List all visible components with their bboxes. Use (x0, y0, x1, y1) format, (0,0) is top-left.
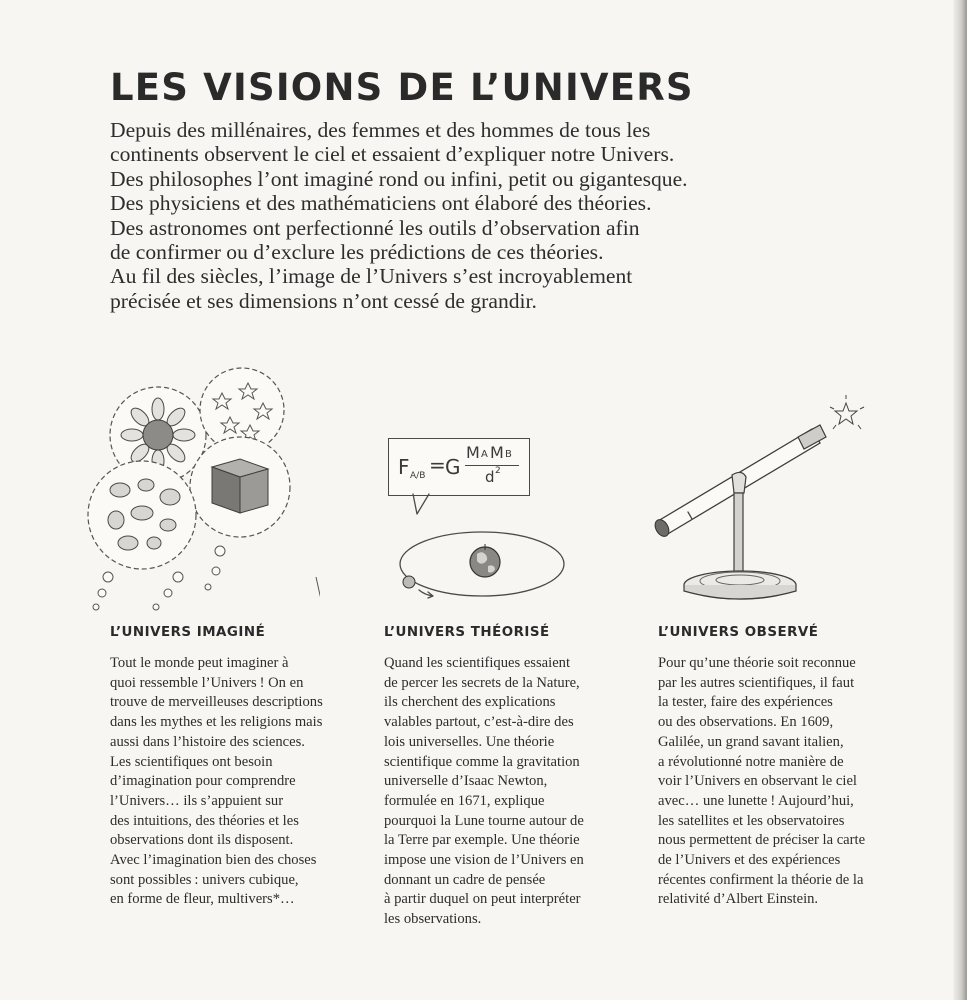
column-line: impose une vision de l’Univers en (384, 852, 584, 869)
column-line: la Terre par exemple. Une théorie (384, 832, 580, 849)
column-line: donnant un cadre de pensée (384, 871, 546, 888)
intro-line: de confirmer ou d’exclure les prédictions de ces théories. (110, 240, 604, 265)
column-line: formulée en 1671, explique (384, 792, 545, 809)
intro-line: Depuis des millénaires, des femmes et des hommes de tous les (110, 118, 651, 142)
intro-line: Des astronomes ont perfectionné les outils d’observation afin (110, 215, 640, 240)
column-line: les satellites et les observatoires (658, 812, 845, 829)
star-icon (830, 395, 864, 429)
column-line: Galilée, un grand savant italien, (658, 733, 844, 750)
column-line: voir l’Univers en observant le ciel (658, 773, 857, 790)
multiverse-bubble-icon (88, 461, 196, 569)
column-line: Tout le monde peut imaginer à (110, 655, 289, 671)
formula-lhs-subscript: A/B (410, 471, 426, 481)
column-observed-title: L’UNIVERS OBSERVÉ (658, 625, 819, 640)
formula-constant: G (445, 455, 461, 479)
column-line: universelle d’Isaac Newton, (384, 773, 548, 790)
column-line: récentes confirment la théorie de la (658, 871, 864, 888)
column-line: les observations. (384, 911, 482, 928)
column-line: Pour qu’une théorie soit reconnue (658, 655, 856, 671)
formula-denominator: d (485, 468, 495, 486)
formula-denominator-exponent: 2 (495, 466, 501, 476)
column-line: aussi dans l’histoire des sciences. (110, 733, 305, 750)
column-line: ou des observations. En 1609, (658, 714, 834, 731)
column-line: valables partout, c’est-à-dire des (384, 714, 574, 731)
column-line: a révolutionné notre manière de (658, 753, 844, 770)
column-line: avec… une lunette ! Aujourd’hui, (658, 792, 854, 809)
formula-numerator-b-sub: B (505, 449, 512, 460)
page-edge-shadow (953, 0, 967, 1000)
column-line: nous permettent de préciser la carte (658, 832, 866, 849)
column-line: dans les mythes et les religions mais (110, 714, 323, 731)
formula-numerator-a-sub: A (481, 449, 488, 460)
column-line: Avec l’imagination bien des choses (110, 852, 317, 869)
intro-line: Au fil des siècles, l’image de l’Univers s’est incroyablement (110, 264, 633, 289)
formula-numerator-b: M (490, 443, 504, 462)
column-line: à partir duquel on peut interpréter (384, 891, 581, 908)
column-line: pourquoi la Lune tourne autour de (384, 812, 584, 829)
column-line: de l’Univers et des expériences (658, 852, 841, 869)
column-line: trouve de merveilleuses descriptions (110, 694, 323, 711)
column-line: ils cherchent des explications (384, 694, 556, 711)
column-line: d’imagination pour comprendre (110, 773, 296, 790)
column-line: sont possibles : univers cubique, (110, 871, 299, 888)
intro-line: précisée et ses dimensions n’ont cessé de grandir. (110, 288, 537, 313)
cube-bubble-icon (190, 437, 290, 537)
formula-equals: = (429, 453, 446, 477)
page-title: LES VISIONS DE L’UNIVERS (110, 66, 694, 109)
column-line: Les scientifiques ont besoin (110, 753, 273, 770)
column-line: en forme de fleur, multivers*… (110, 891, 295, 908)
column-line: quoi ressemble l’Univers ! On en (110, 674, 304, 691)
formula-fraction-bar (465, 465, 519, 466)
telescope-illustration (648, 395, 868, 610)
column-line: relativité d’Albert Einstein. (658, 891, 819, 908)
column-imagined-title: L’UNIVERS IMAGINÉ (110, 625, 266, 640)
column-line: la tester, faire des expériences (658, 694, 833, 711)
formula-lhs: F (398, 455, 410, 479)
column-theorized-title: L’UNIVERS THÉORISÉ (384, 625, 550, 640)
telescope-mount-icon (684, 472, 796, 599)
column-line: de percer les secrets de la Nature, (384, 674, 580, 691)
earth-icon (470, 544, 500, 577)
intro-line: Des philosophes l’ont imaginé rond ou infini, petit ou gigantesque. (110, 166, 688, 191)
column-line: par les autres scientifiques, il faut (658, 674, 855, 691)
moon-icon (403, 576, 415, 588)
earth-moon-orbit-illustration (395, 492, 570, 612)
column-line: scientifique comme la gravitation (384, 753, 580, 770)
intro-line: continents observent le ciel et essaient d’expliquer notre Univers. (110, 142, 675, 167)
column-observed-text (658, 654, 865, 910)
column-line: lois universelles. Une théorie (384, 733, 555, 750)
column-imagined-text (110, 654, 323, 910)
column-line: observations dont ils disposent. (110, 832, 294, 849)
column-line: des intuitions, des théories et les (110, 812, 299, 829)
column-line: l’Univers… ils s’appuient sur (110, 792, 284, 809)
imagined-universe-illustration (80, 365, 320, 620)
column-line: Quand les scientifiques essaient (384, 655, 571, 671)
intro-line: Des physiciens et des mathématiciens ont élaboré des théories. (110, 191, 652, 216)
column-theorized-text (384, 654, 584, 930)
formula-numerator-a: M (466, 443, 480, 462)
intro-paragraph (110, 118, 750, 313)
formula-box (388, 438, 530, 496)
